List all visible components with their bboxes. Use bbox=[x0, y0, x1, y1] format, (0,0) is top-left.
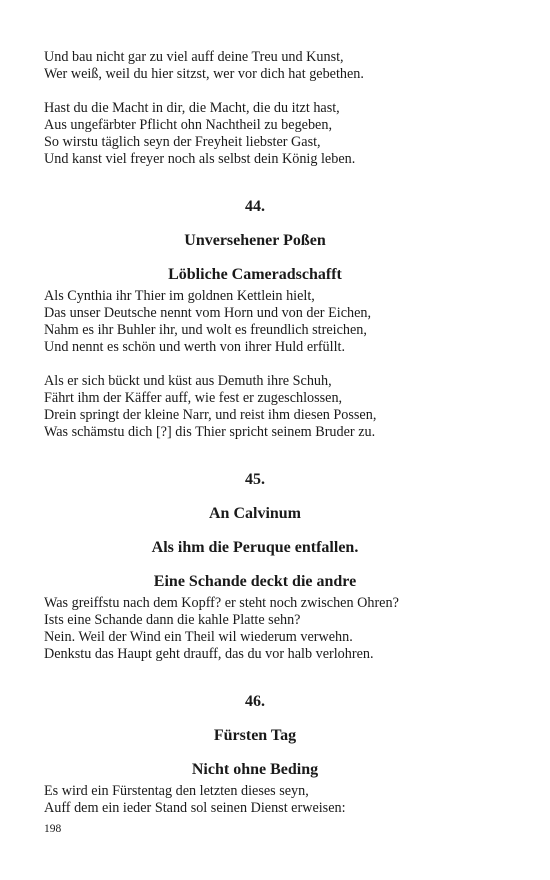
verse-line: Und nennt es schön und werth von ihrer Huld erfüllt. bbox=[44, 339, 346, 355]
stanza-44-2 bbox=[44, 373, 474, 441]
poem-subtitle: Als ihm die Peruque entfallen. bbox=[151, 539, 359, 556]
verse-line: Und kanst viel freyer noch als selbst dein König leben. bbox=[44, 151, 356, 167]
verse-line: Aus ungefärbter Pflicht ohn Nachtheil zu begeben, bbox=[44, 117, 332, 133]
poem-subtitle: Eine Schande deckt die andre bbox=[153, 573, 357, 590]
verse-line: Als er sich bückt und küst aus Demuth ihre Schuh, bbox=[44, 373, 332, 389]
verse-line: Auff dem ein ieder Stand sol seinen Dienst erweisen: bbox=[44, 800, 346, 816]
poem-title: An Calvinum bbox=[208, 505, 302, 522]
stanza-44-1 bbox=[44, 288, 474, 356]
verse-line: Nein. Weil der Wind ein Theil wil wiederum verwehn. bbox=[44, 629, 353, 645]
verse-line: So wirstu täglich seyn der Freyheit liebster Gast, bbox=[44, 134, 321, 150]
verse-line: Und bau nicht gar zu viel auff deine Treu und Kunst, bbox=[44, 49, 344, 65]
verse-line: Denkstu das Haupt geht drauff, das du vor halb verlohren. bbox=[44, 646, 374, 662]
verse-line: Das unser Deutsche nennt vom Horn und von der Eichen, bbox=[44, 305, 372, 321]
stanza-top-1 bbox=[44, 49, 474, 83]
verse-line: Nahm es ihr Buhler ihr, und wolt es freundlich streichen, bbox=[44, 322, 367, 338]
verse-line: Was schämstu dich [?] dis Thier spricht seinem Bruder zu. bbox=[44, 424, 376, 440]
poem-number: 45. bbox=[245, 471, 265, 488]
verse-line: Was greiffstu nach dem Kopff? er steht noch zwischen Ohren? bbox=[44, 595, 399, 611]
poem-title: Fürsten Tag bbox=[213, 727, 297, 744]
verse-line: Es wird ein Fürstentag den letzten dieses seyn, bbox=[44, 783, 309, 799]
verse-line: Als Cynthia ihr Thier im goldnen Kettlein hielt, bbox=[44, 288, 315, 304]
poem-title: Unversehener Poßen bbox=[184, 232, 326, 249]
page-number: 198 bbox=[44, 823, 62, 835]
verse-line: Ists eine Schande dann die kahle Platte sehn? bbox=[44, 612, 301, 628]
poem-subtitle: Löbliche Cameradschafft bbox=[168, 266, 342, 283]
stanza-46-1 bbox=[44, 783, 474, 817]
stanza-45-1 bbox=[44, 595, 474, 663]
stanza-top-2 bbox=[44, 100, 474, 168]
verse-line: Fährt ihm der Käffer auff, wie fest er zugeschlossen, bbox=[44, 390, 343, 406]
poem-subtitle: Nicht ohne Beding bbox=[191, 761, 319, 778]
poem-number: 46. bbox=[245, 693, 265, 710]
verse-line: Drein springt der kleine Narr, und reist ihm diesen Possen, bbox=[44, 407, 377, 423]
page-content bbox=[44, 49, 474, 817]
verse-line: Wer weiß, weil du hier sitzst, wer vor dich hat gebethen. bbox=[44, 66, 364, 82]
verse-line: Hast du die Macht in dir, die Macht, die du itzt hast, bbox=[44, 100, 340, 116]
poem-number: 44. bbox=[245, 198, 265, 215]
